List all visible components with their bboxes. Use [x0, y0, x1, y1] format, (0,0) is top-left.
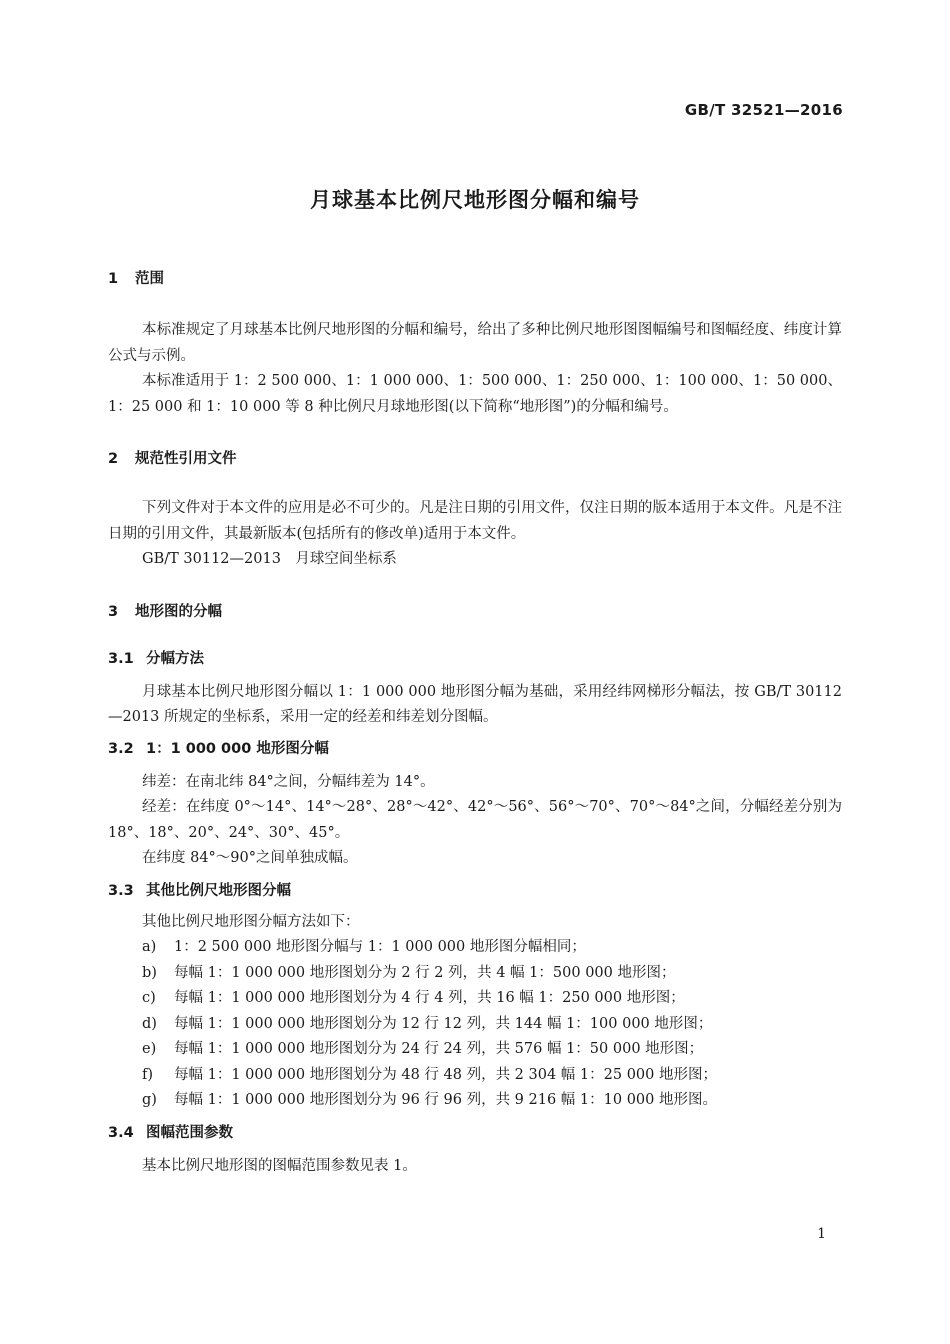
paragraph: 其他比例尺地形图分幅方法如下： [142, 913, 360, 930]
list-item [108, 1037, 842, 1063]
subsection-title: 其他比例尺地形图分幅 [146, 882, 291, 899]
list-item [108, 935, 842, 961]
list-marker: c) [142, 990, 156, 1006]
document-title: 月球基本比例尺地形图分幅和编号 [310, 188, 640, 212]
subsection-title: 1：1 000 000 地形图分幅 [146, 740, 329, 757]
list-marker: a) [142, 939, 157, 955]
list-item-text: 每幅 1：1 000 000 地形图划分为 48 行 48 列，共 2 304 幅 1：25 000 地形图； [174, 1066, 717, 1083]
section-number: 3 [108, 603, 119, 620]
paragraph: 月球基本比例尺地形图分幅以 1：1 000 000 地形图分幅为基础，采用经纬网梯形分幅法，按 GB/T 30112—2013 所规定的坐标系，采用一定的经差和纬差划分图幅。 [108, 683, 842, 725]
list-item [108, 1063, 842, 1089]
normative-reference: GB/T 30112—2013 月球空间坐标系 [142, 551, 397, 567]
subsection-3-3-heading [108, 880, 842, 902]
page-number: 1 [817, 1226, 826, 1242]
list-item [108, 986, 842, 1012]
list-item-text: 每幅 1：1 000 000 地形图划分为 2 行 2 列，共 4 幅 1：500 000 地形图； [174, 964, 676, 981]
subsection-number: 3.3 [108, 882, 134, 899]
list-item [108, 961, 842, 987]
subsection-title: 图幅范围参数 [146, 1124, 233, 1141]
paragraph: 本标准规定了月球基本比例尺地形图的分幅和编号，给出了多种比例尺地形图图幅编号和图幅经度、纬度计算公式与示例。 [108, 322, 842, 364]
list-marker: d) [142, 1015, 157, 1032]
subsection-number: 3.4 [108, 1124, 134, 1141]
list-item-text: 1：2 500 000 地形图分幅与 1：1 000 000 地形图分幅相同； [174, 939, 586, 955]
paragraph: 下列文件对于本文件的应用是必不可少的。凡是注日期的引用文件，仅注日期的版本适用于本文件。凡是不注日期的引用文件，其最新版本(包括所有的修改单)适用于本文件。 [108, 500, 842, 542]
list-item-text: 每幅 1：1 000 000 地形图划分为 12 行 12 列，共 144 幅 1：100 000 地形图； [174, 1015, 713, 1032]
subsection-3-2-heading [108, 738, 842, 760]
list [108, 935, 842, 1114]
section-number: 1 [108, 271, 119, 287]
list-marker: b) [142, 964, 157, 981]
list-item [108, 1012, 842, 1038]
document-body [108, 268, 842, 1179]
section-title: 规范性引用文件 [135, 451, 237, 467]
list-marker: f) [142, 1066, 154, 1083]
section-number: 2 [108, 451, 119, 467]
list-item [108, 1088, 842, 1114]
standard-code: GB/T 32521—2016 [684, 101, 843, 119]
list-marker: e) [142, 1041, 157, 1057]
section-title: 地形图的分幅 [135, 603, 222, 620]
list-item-text: 每幅 1：1 000 000 地形图划分为 24 行 24 列，共 576 幅 1：50 000 地形图； [174, 1041, 704, 1057]
subsection-3-4-heading [108, 1122, 842, 1144]
section-title: 范围 [135, 271, 164, 287]
subsection-title: 分幅方法 [146, 650, 204, 667]
paragraph: 经差：在纬度 0°～14°、14°～28°、28°～42°、42°～56°、56°～70°、70°～84°之间，分幅经差分别为 18°、18°、20°、24°、30°、45°。 [108, 799, 842, 841]
section-2-heading [108, 448, 842, 470]
list-item-text: 每幅 1：1 000 000 地形图划分为 4 行 4 列，共 16 幅 1：250 000 地形图； [174, 990, 685, 1006]
subsection-3-1-heading [108, 648, 842, 670]
paragraph: 在纬度 84°～90°之间单独成幅。 [142, 850, 358, 866]
subsection-number: 3.1 [108, 650, 134, 667]
list-item-text: 每幅 1：1 000 000 地形图划分为 96 行 96 列，共 9 216 幅 1：10 000 地形图。 [174, 1092, 717, 1108]
paragraph: 纬差：在南北纬 84°之间，分幅纬差为 14°。 [142, 773, 435, 790]
subsection-number: 3.2 [108, 740, 134, 757]
section-1-heading [108, 268, 842, 290]
paragraph: 基本比例尺地形图的图幅范围参数见表 1。 [142, 1157, 417, 1174]
paragraph: 本标准适用于 1：2 500 000、1：1 000 000、1：500 000、1：250 000、1：100 000、1：50 000、1：25 000 和 1：10 000 等 8 种比例尺月球地形图(以下简称“地形图”)的分幅和编号。 [108, 373, 842, 415]
list-marker: g) [142, 1092, 157, 1108]
section-3-heading [108, 601, 842, 623]
